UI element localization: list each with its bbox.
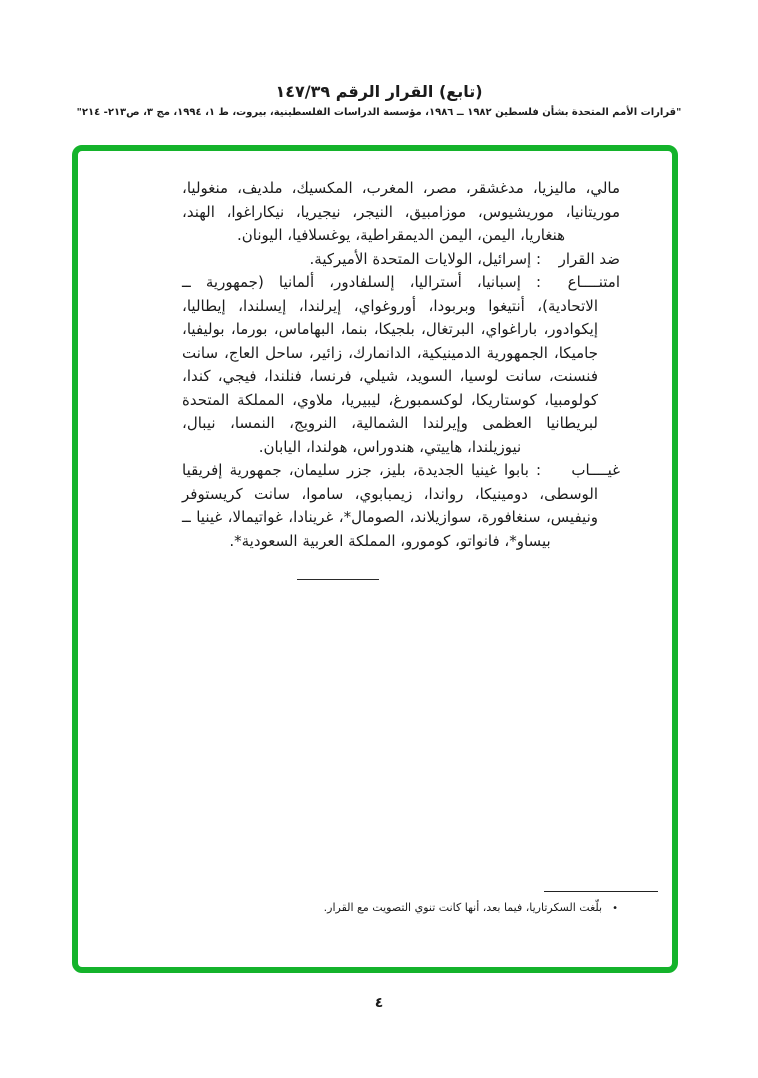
against-paragraph [182,248,620,272]
footnote-separator-rule [544,891,658,892]
votes-in-favor-continued: مالي، ماليزيا، مدغشقر، مصر، المغرب، المكسيك، ملديف، منغوليا، موريتانيا، موريشيوس، موزامبيق، النيجر، نيجيريا، نيكاراغوا، الهند، هنغاريا، اليمن، اليمن الديمقراطية، يوغسلافيا، اليونان. [182,179,620,244]
footnote-text: بلّغت السكرتاريا، فيما بعد، أنها كانت تنوي التصويت مع القرار. [323,901,603,914]
source-citation: "قرارات الأمم المتحدة بشأن فلسطين ١٩٨٢ ــ ١٩٨٦، مؤسسة الدراسات الفلسطينية، بيروت، ط ١، ١٩٩٤، مج ٣، ص٢١٣- ٢١٤" [76,107,682,118]
against-label: ضد القرار : [536,248,620,272]
abstain-text: إسبانيا، أستراليا، إلسلفادور، ألمانيا (جمهورية ــ الاتحادية)، أنتيغوا وبربودا، أوروغواي، إيرلندا، إيسلندا، إيطاليا، إيكوادور، باراغواي، البرتغال، بلجيكا، بنما، البهاماس، بورما، بوليفيا، جاميكا، الجمهورية الدمينيكية، الدانمارك، زائير، ساحل العاج، سانت فنسنت، سانت لوسيا، السويد، شيلي، فرنسا، فنلندا، فيجي، كندا، كولومبيا، كوستاريكا، لوكسمبورغ، ليبيريا، ملاوي، المملكة المتحدة لبريطانيا العظمى وإيرلندا الشمالية، النرويج، النمسا، نيبال، نيوزيلندا، هاييتي، هندوراس، هولندا، اليابان. [182,273,598,456]
absent-label: غيــــاب : [536,459,620,483]
footnote-bullet: • [612,903,618,914]
against-colon: : [536,249,542,268]
absent-colon: : [536,461,542,479]
absent-paragraph [182,459,620,553]
section-end-rule [297,579,379,580]
abstain-label: امتنــــاع : [536,271,620,295]
abstain-colon: : [536,273,542,291]
absent-text: بابوا غينيا الجديدة، بليز، جزر سليمان، جمهورية إفريقيا الوسطى، دومينيكا، رواندا، زيمبابوي، ساموا، سانت كريستوفر ونيفيس، سنغافورة، سوازيلاند، الصومال*، غرينادا، غواتيمالا، غينيا ــ بيساو*، فانواتو، كومورو، المملكة العربية السعودية*. [182,461,598,550]
footnote-line [182,900,658,917]
against-text: إسرائيل، الولايات المتحدة الأميركية. [309,249,532,268]
resolution-text-column [78,151,672,580]
page-header [0,82,758,118]
resolution-highlight-box [72,145,678,973]
abstain-paragraph [182,271,620,459]
page-number: ٤ [374,995,384,1011]
resolution-title: (تابع) القرار الرقم ١٤٧/٣٩ [275,82,483,101]
footnote-area [182,891,658,917]
